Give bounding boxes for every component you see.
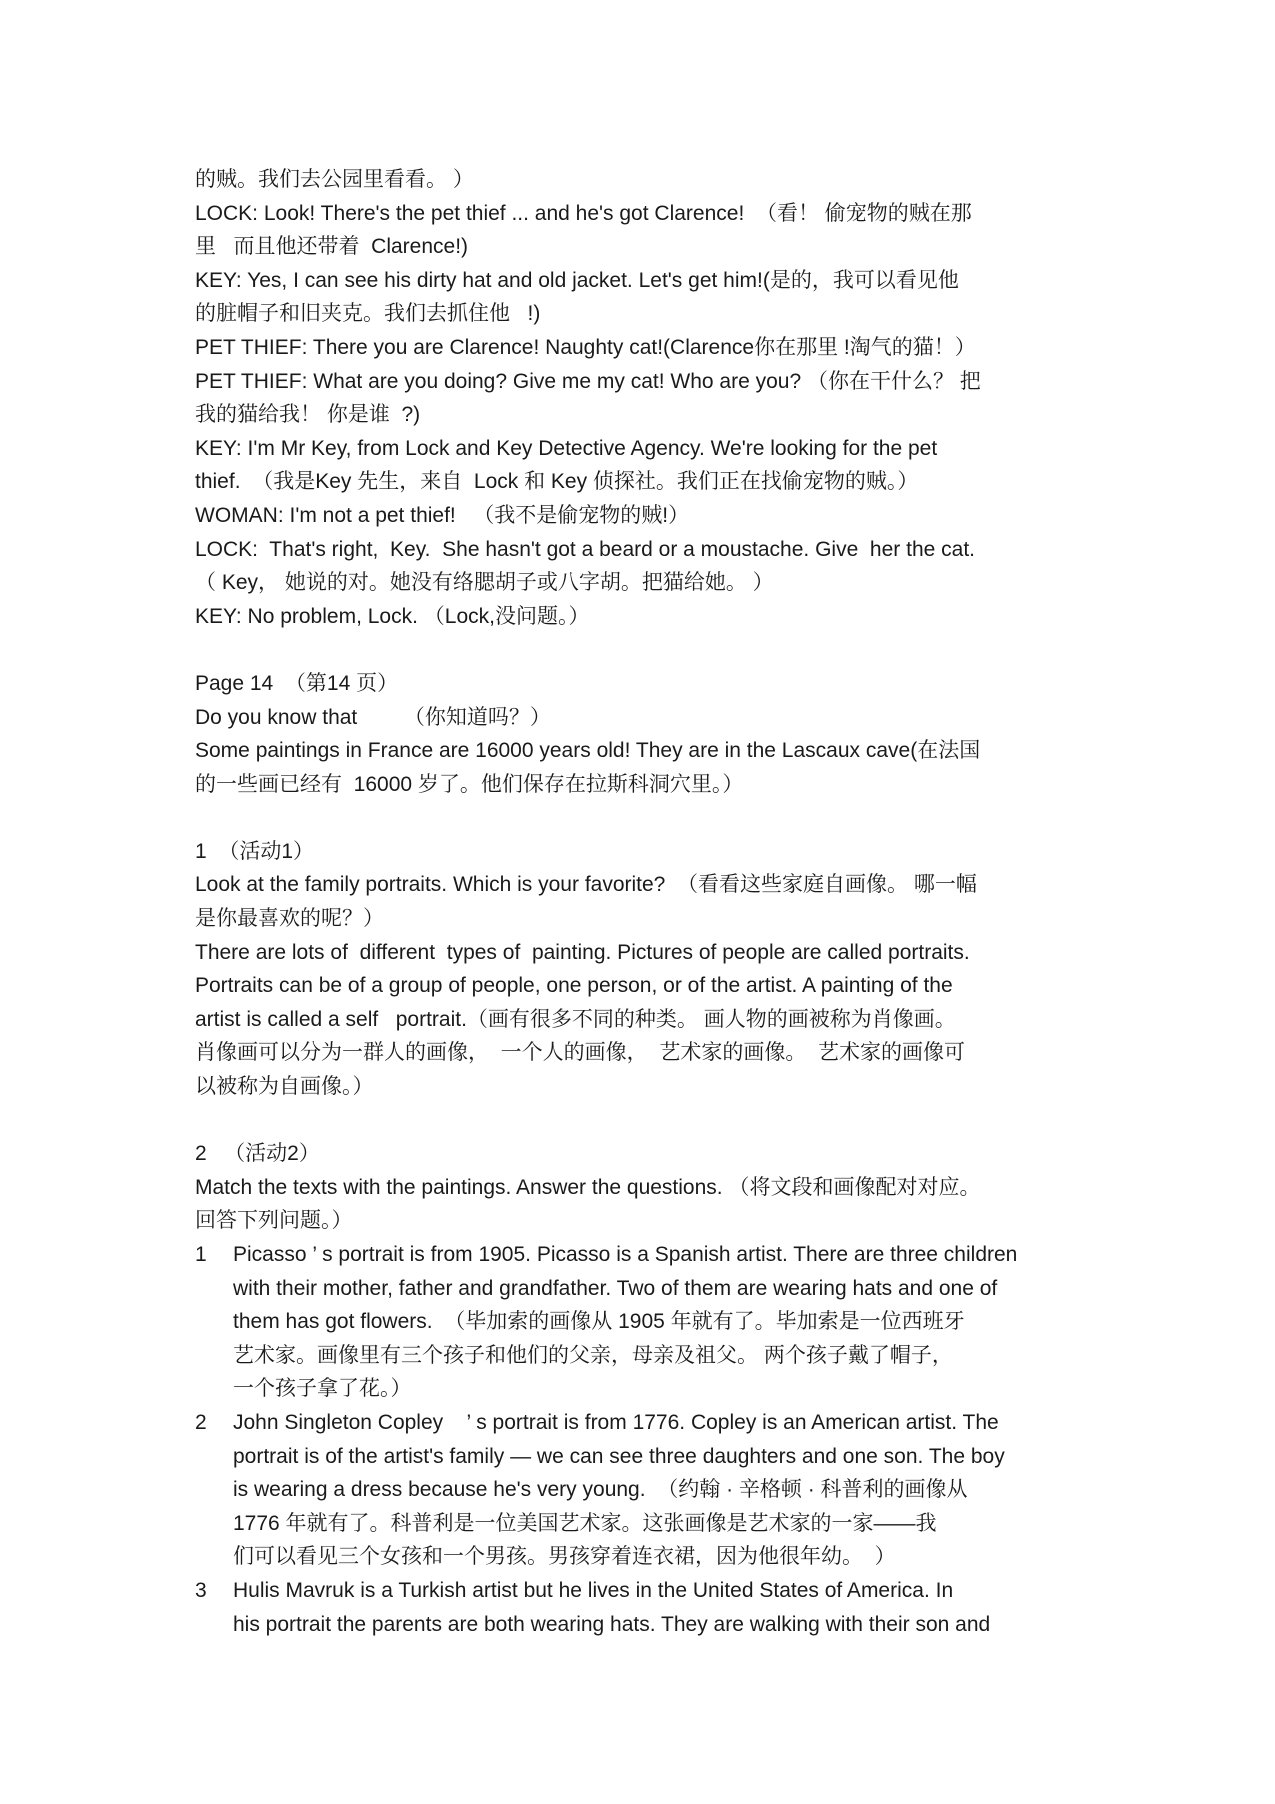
activity-1-line: 是你最喜欢的呢？） bbox=[195, 907, 384, 931]
item-text bbox=[233, 1406, 1255, 1574]
activity-2-section bbox=[195, 1137, 1255, 1641]
item-text bbox=[233, 1574, 1255, 1641]
item-line: Picasso ’ s portrait is from 1905. Picasso is a Spanish artist. There are three children bbox=[233, 1243, 1018, 1266]
numbered-item bbox=[195, 1406, 1255, 1574]
activity-1-label: 1 （活动1） bbox=[195, 839, 315, 863]
paragraph-spacer bbox=[195, 801, 1255, 835]
numbered-item bbox=[195, 1238, 1255, 1406]
item-line: is wearing a dress because he's very young. （约翰 · 辛格顿 · 科普利的画像从 bbox=[233, 1478, 968, 1502]
dialogue-line: 我的猫给我！ 你是谁 ?) bbox=[195, 403, 421, 427]
activity-2-label: 2 （活动2） bbox=[195, 1142, 320, 1166]
item-line: Hulis Mavruk is a Turkish artist but he lives in the United States of America. In bbox=[233, 1578, 954, 1602]
did-you-know-line: Some paintings in France are 16000 years old! They are in the Lascaux cave(在法国 bbox=[195, 739, 981, 763]
numbered-item bbox=[195, 1574, 1255, 1641]
dialogue-line: PET THIEF: What are you doing? Give me my cat! Who are you? （你在干什么？ 把 bbox=[195, 369, 981, 393]
dialogue-line: PET THIEF: There you are Clarence! Naughty cat!(Clarence你在那里 !淘气的猫！） bbox=[195, 335, 976, 359]
activity-2-instruction: 回答下列问题。） bbox=[195, 1209, 353, 1233]
dialogue-line: LOCK: Look! There's the pet thief ... and he's got Clarence! （看！ 偷宠物的贼在那 bbox=[195, 201, 972, 225]
item-line: them has got flowers. （毕加索的画像从 1905 年就有了。毕加索是一位西班牙 bbox=[233, 1310, 965, 1334]
item-line: John Singleton Copley ’ s portrait is from 1776. Copley is an American artist. The bbox=[233, 1410, 999, 1434]
activity-1-line: 以被称为自画像。） bbox=[195, 1075, 374, 1099]
item-line: with their mother, father and grandfather. Two of them are wearing hats and one of bbox=[233, 1276, 998, 1300]
activity-1-line: Portraits can be of a group of people, one person, or of the artist. A painting of the bbox=[195, 974, 953, 998]
dialogue-line: WOMAN: I'm not a pet thief! （我不是偷宠物的贼!） bbox=[195, 503, 690, 527]
page-heading: Page 14 （第14 页） bbox=[195, 671, 399, 695]
item-text bbox=[233, 1238, 1255, 1406]
activity-1-section bbox=[195, 835, 1255, 1104]
paragraph-spacer bbox=[195, 1104, 1255, 1138]
dialogue-line: LOCK: That's right, Key. She hasn't got a beard or a moustache. Give her the cat. bbox=[195, 537, 975, 561]
dialogue-line: 的脏帽子和旧夹克。我们去抓住他 !) bbox=[195, 302, 541, 326]
did-you-know-line: Do you know that （你知道吗？） bbox=[195, 705, 551, 729]
item-line: his portrait the parents are both wearing hats. They are walking with their son and bbox=[233, 1612, 991, 1636]
dialogue-line: KEY: I'm Mr Key, from Lock and Key Detective Agency. We're looking for the pet bbox=[195, 436, 938, 460]
activity-1-line: 肖像画可以分为一群人的画像， 一个人的画像， 艺术家的画像。 艺术家的画像可 bbox=[195, 1041, 966, 1065]
dialogue-line: KEY: Yes, I can see his dirty hat and old jacket. Let's get him!(是的，我可以看见他 bbox=[195, 268, 959, 292]
item-line: 们可以看见三个女孩和一个男孩。男孩穿着连衣裙，因为他很年幼。 ） bbox=[233, 1545, 896, 1569]
activity-1-line: artist is called a self portrait.（画有很多不同的种类。 画人物的画被称为肖像画。 bbox=[195, 1007, 956, 1031]
paragraph-spacer bbox=[195, 633, 1255, 667]
item-line: 一个孩子拿了花。） bbox=[233, 1377, 412, 1401]
dialogue-line: 里 而且他还带着 Clarence!) bbox=[195, 235, 469, 259]
dialogue-line: thief. （我是Key 先生，来自 Lock 和 Key 侦探社。我们正在找偷宠物的贼。） bbox=[195, 470, 919, 494]
activity-1-line: There are lots of different types of painting. Pictures of people are called portraits. bbox=[195, 940, 970, 964]
page-content bbox=[195, 163, 1255, 1641]
page-14-section bbox=[195, 667, 1255, 801]
dialogue-line: （ Key， 她说的对。她没有络腮胡子或八字胡。把猫给她。 ） bbox=[195, 571, 774, 595]
item-number: 1 bbox=[195, 1243, 207, 1266]
activity-1-line: Look at the family portraits. Which is your favorite? （看看这些家庭自画像。 哪一幅 bbox=[195, 873, 977, 897]
item-line: 艺术家。画像里有三个孩子和他们的父亲，母亲及祖父。 两个孩子戴了帽子， bbox=[233, 1343, 953, 1367]
activity-2-instruction: Match the texts with the paintings. Answer the questions. （将文段和画像配对对应。 bbox=[195, 1175, 981, 1199]
item-line: 1776 年就有了。科普利是一位美国艺术家。这张画像是艺术家的一家——我 bbox=[233, 1511, 937, 1535]
did-you-know-line: 的一些画已经有 16000 岁了。他们保存在拉斯科洞穴里。） bbox=[195, 772, 744, 796]
dialogue-line: KEY: No problem, Lock. （Lock,没问题。） bbox=[195, 604, 590, 628]
dialogue-line: 的贼。我们去公园里看看。 ） bbox=[195, 168, 474, 191]
item-line: portrait is of the artist's family — we can see three daughters and one son. The boy bbox=[233, 1444, 1005, 1468]
item-number: 3 bbox=[195, 1578, 207, 1602]
item-number: 2 bbox=[195, 1410, 207, 1434]
dialogue-block bbox=[195, 163, 1255, 633]
